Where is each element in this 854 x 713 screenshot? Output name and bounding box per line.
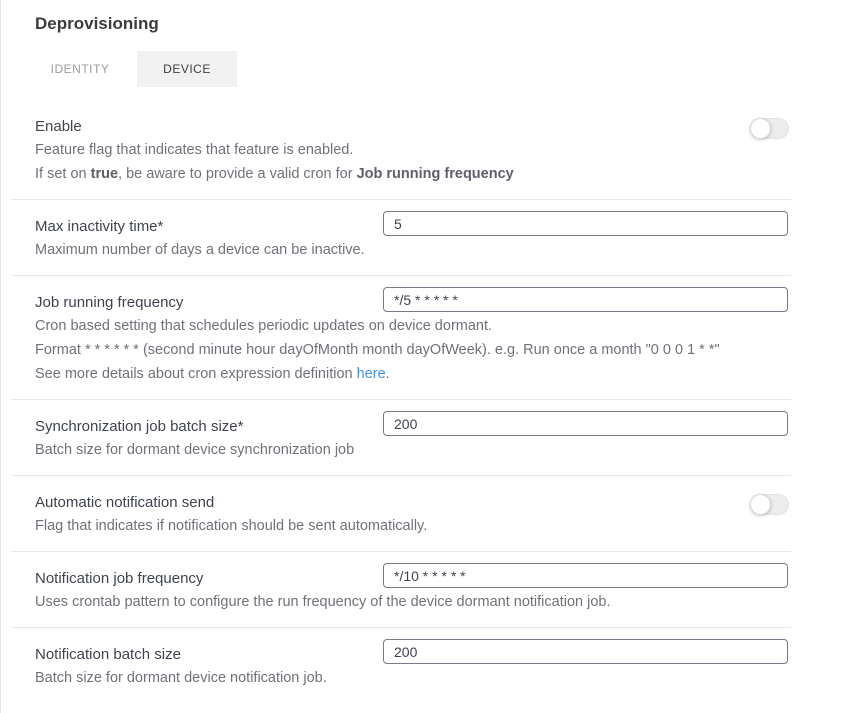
setting-row-synchronization-job-batch-size [11,400,791,476]
setting-description-line [35,314,775,338]
description-emphasis: true [90,166,119,182]
notification-batch-size-input[interactable] [383,639,788,664]
tab-device[interactable]: DEVICE [137,51,237,87]
settings-list [11,100,791,703]
setting-label: Notification job frequency [35,570,204,587]
description-text: Cron based setting that schedules periodic updates on device dormant. [35,318,493,334]
setting-row-automatic-notification-send [11,476,791,552]
setting-description-line [35,338,775,362]
description-text: Feature flag that indicates that feature is enabled. [35,142,354,158]
setting-row-enable [11,100,791,200]
description-text: , be aware to provide a valid cron for [118,166,357,182]
enable-toggle[interactable] [751,118,789,139]
toggle-knob [750,494,771,515]
setting-label: Automatic notification send [35,494,215,511]
setting-description-line [35,162,775,186]
tab-identity[interactable]: IDENTITY [30,51,130,87]
max-inactivity-time-input[interactable] [383,211,788,236]
description-text: If set on [35,166,91,182]
setting-description-line [35,138,775,162]
setting-description-line [35,514,775,538]
tab-bar [30,51,854,87]
automatic-notification-send-toggle[interactable] [751,494,789,515]
setting-row-max-inactivity-time [11,200,791,276]
description-text: Batch size for dormant device notification job. [35,670,327,686]
description-text: Flag that indicates if notification should be sent automatically. [35,518,428,534]
description-emphasis: Job running frequency [356,166,514,182]
setting-description-line [35,666,775,690]
setting-description-line [35,238,775,262]
job-running-frequency-input[interactable] [383,287,788,312]
setting-row-notification-job-frequency [11,552,791,628]
setting-description-line [35,362,775,386]
setting-description-line [35,590,775,614]
description-text: Format * * * * * * (second minute hour dayOfMonth month dayOfWeek). e.g. Run once a month "0 0 0 1 * *" [35,342,720,358]
setting-row-job-running-frequency [11,276,791,400]
cron-docs-link[interactable]: here [356,366,386,382]
setting-label: Enable [35,118,82,135]
description-text: Uses crontab pattern to configure the run frequency of the device dormant notification job. [35,594,611,610]
setting-label: Max inactivity time* [35,218,164,235]
description-text: Batch size for dormant device synchronization job [35,442,355,458]
setting-row-notification-batch-size [11,628,791,703]
notification-job-frequency-input[interactable] [383,563,788,588]
description-text: See more details about cron expression definition [35,366,357,382]
setting-label: Job running frequency [35,294,184,311]
setting-label: Synchronization job batch size* [35,418,244,435]
synchronization-job-batch-size-input[interactable] [383,411,788,436]
page-title: Deprovisioning [35,14,159,33]
setting-description-line [35,438,775,462]
toggle-knob [750,118,771,139]
description-text: Maximum number of days a device can be inactive. [35,242,365,258]
description-text: . [385,366,390,382]
setting-label: Notification batch size [35,646,181,663]
